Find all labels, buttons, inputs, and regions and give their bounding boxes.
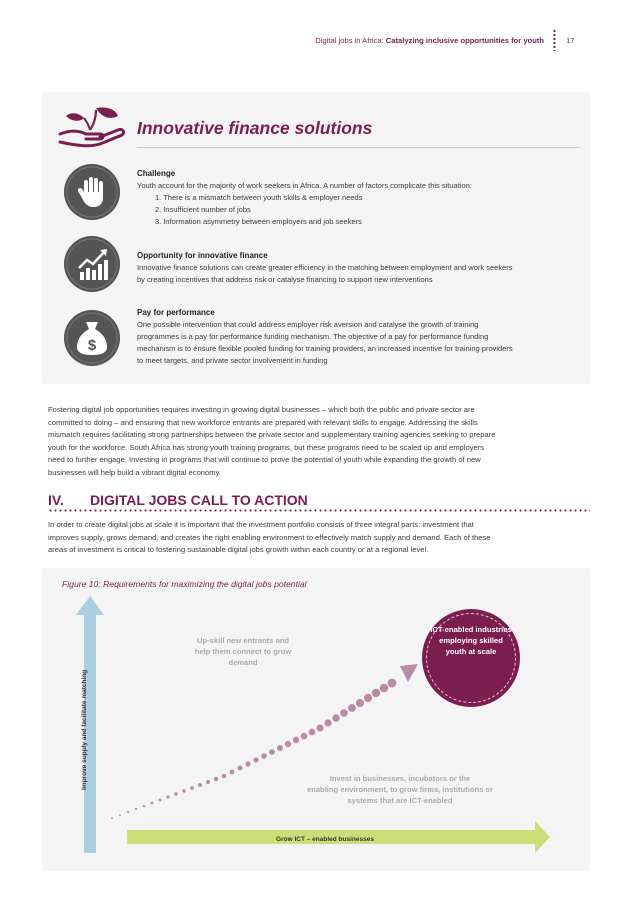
section-number: IV. <box>48 492 64 508</box>
invest-line: Invest in businesses, incubators or the <box>329 774 471 783</box>
paragraph-line: improves supply, grows demand, and creates the right enabling environment to effectively match supply and demand. Each of these <box>48 532 491 542</box>
header-divider <box>553 29 556 51</box>
paragraph-line: Fostering digital job opportunities requires investing in growing digital businesses – which both the public and private sector are <box>48 405 475 414</box>
challenge-text: Youth account for the majority of work seekers in Africa. A number of factors complicate this situation: <box>137 181 472 190</box>
opportunity-heading: Opportunity for innovative finance <box>137 251 268 260</box>
figure-arrows <box>42 568 590 871</box>
paragraph-line: youth for the workforce. South Africa has strong youth training programs, but these programs need to be scaled up and employers <box>48 442 485 452</box>
upskill-label <box>168 635 318 668</box>
pay-line: to meet targets, and private sector involvement in funding <box>137 356 328 365</box>
invest-label <box>270 773 530 806</box>
ict-line: ICT-enabled industries <box>430 625 512 634</box>
pay-line: programmes is a pay for performance funding mechanism. The objective of a pay for performance funding <box>137 332 489 341</box>
challenge-item: 2. Insufficient number of jobs <box>155 205 251 214</box>
title-rule <box>137 147 580 148</box>
opportunity-icon-circle <box>64 236 120 292</box>
invest-line: systems that are ICT-enabled <box>347 796 453 805</box>
paragraph-line: businesses will help build a vibrant digital economy. <box>48 467 221 477</box>
section-paragraph <box>48 519 596 557</box>
pay-line: One possible intervention that could address employer risk aversion and catalyse the growth of training <box>137 320 479 329</box>
paragraph-line: committed to doing – and ensuring that new workforce entrants are prepared with relevant skills to engage. Addressing the skills <box>48 417 478 427</box>
ict-line: youth at scale <box>445 647 497 656</box>
challenge-item: 3. Information asymmetry between employers and job seekers <box>155 217 362 226</box>
section-dotted-rule <box>48 509 590 512</box>
page-number: 17 <box>566 36 575 45</box>
opportunity-section <box>137 251 583 286</box>
pay-section <box>137 308 583 367</box>
paragraph-line: areas of investment is critical to fostering sustainable digital jobs growth within each country or at a regional level. <box>48 545 429 555</box>
intro-paragraph <box>48 404 596 480</box>
figure-caption: Figure 10: Requirements for maximizing the digital jobs potential <box>62 579 307 589</box>
opportunity-line: Innovative finance solutions can create greater efficiency in the matching between employment and work seekers <box>137 263 513 272</box>
paragraph-line: mismatch requires facilitating strong partnerships between the private sector and supplementary training agencies seeking to prepare <box>48 430 496 440</box>
ict-line: employing skilled <box>439 636 503 645</box>
running-header <box>250 36 544 45</box>
pay-line: mechanism is to ensure flexible pooled funding for training providers, an increased incentive for training providers <box>137 344 513 353</box>
y-axis-label: Improve supply and facilitate matching <box>81 669 88 790</box>
section-title: DIGITAL JOBS CALL TO ACTION <box>90 492 308 508</box>
x-axis-label: Grow ICT – enabled businesses <box>276 836 374 843</box>
opportunity-line: by creating incentives that address risk or catalyse financing to support new interventions <box>137 275 433 284</box>
upskill-line: help them connect to grow <box>194 647 292 656</box>
challenge-section <box>137 169 583 228</box>
ict-label <box>426 624 516 657</box>
paragraph-line: In order to create digital jobs at scale it is important that the investment portfolio consists of three integral parts: investment that <box>48 520 474 529</box>
header-prefix: Digital jobs in Africa: <box>315 36 386 45</box>
section-heading <box>48 492 308 508</box>
challenge-icon-circle <box>64 164 120 220</box>
panel-title: Innovative finance solutions <box>137 118 373 138</box>
invest-line: enabling environment, to grow firms, institutions or <box>306 785 494 794</box>
pay-icon-circle <box>64 310 120 366</box>
growth-chart-icon <box>64 236 120 292</box>
upskill-line: Up-skill new entrants and <box>197 636 289 645</box>
hand-stop-icon <box>64 164 120 220</box>
svg-text:$: $ <box>87 337 97 354</box>
header-title: Catalyzing inclusive opportunities for youth <box>385 36 544 45</box>
pay-heading: Pay for performance <box>137 308 215 317</box>
challenge-item: 1. There is a mismatch between youth skills & employer needs <box>155 193 363 202</box>
challenge-heading: Challenge <box>137 169 176 178</box>
upskill-line: demand <box>228 658 258 667</box>
paragraph-line: need to further engage. Investing in programs that will continue to prove the potential of youth while expanding the growth of new <box>48 455 481 465</box>
money-bag-icon <box>64 310 120 366</box>
plant-hand-icon <box>56 104 132 148</box>
